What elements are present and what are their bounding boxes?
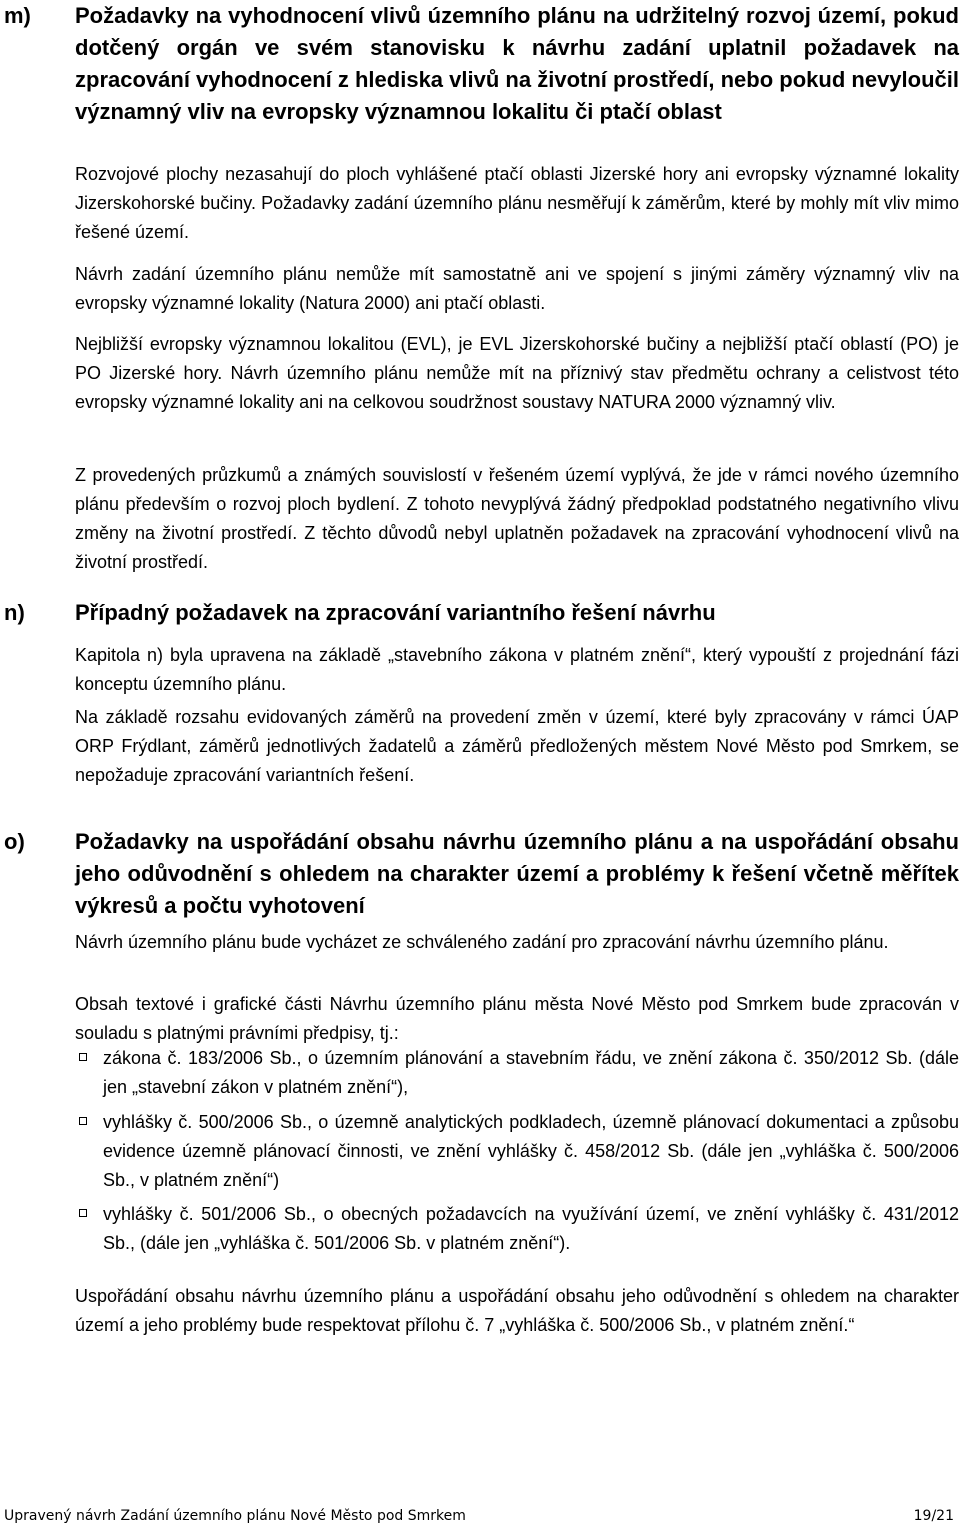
section-m-paragraph-2-wrap xyxy=(75,260,959,318)
section-n-paragraph-1-wrap xyxy=(75,641,959,699)
section-o-heading: Požadavky na uspořádání obsahu návrhu územního plánu a na uspořádání obsahu jeho odůvodnění s ohledem na charakter území a problémy k řešení včetně měřítek výkresů a počtu vyhotovení xyxy=(75,829,959,918)
square-bullet-icon xyxy=(79,1053,87,1061)
section-o-closing-paragraph: Uspořádání obsahu návrhu územního plánu a uspořádání obsahu jeho odůvodnění s ohledem na charakter území a jeho problémy bude respektovat přílohu č. 7 „vyhláška č. 500/2006 Sb., v platném znění.“ xyxy=(75,1286,959,1335)
section-o-letter: o) xyxy=(4,829,25,854)
footer-page-number: 19/21 xyxy=(913,1508,954,1524)
section-n-paragraph-1: Kapitola n) byla upravena na základě „stavebního zákona v platném znění“, který vypouští z projednání fázi konceptu územního plánu. xyxy=(75,645,959,694)
section-o-paragraph-1: Návrh územního plánu bude vycházet ze schváleného zadání pro zpracování návrhu územního plánu. xyxy=(75,932,889,952)
list-item-text: vyhlášky č. 500/2006 Sb., o územně analytických podkladech, územně plánovací dokumentaci a způsobu evidence územně plánovací činnosti, ve znění vyhlášky č. 458/2012 Sb. (dále jen „vyhláška č. 500/2006 Sb., v platném znění“) xyxy=(103,1112,959,1190)
section-n-body xyxy=(75,597,959,629)
section-m-paragraph-3-wrap xyxy=(75,330,959,417)
section-n-paragraph-2: Na základě rozsahu evidovaných záměrů na provedení změn v území, které byly zpracovány v rámci ÚAP ORP Frýdlant, záměrů jednotlivých žadatelů a záměrů předložených městem Nové Město pod Smrkem, se nepožaduje zpracování variantních řešení. xyxy=(75,707,959,785)
section-m-paragraph-4-wrap xyxy=(75,461,959,577)
section-n-heading: Případný požadavek na zpracování variantního řešení návrhu xyxy=(75,600,716,625)
list-item-text: zákona č. 183/2006 Sb., o územním plánování a stavebním řádu, ve znění zákona č. 350/2012 Sb. (dále jen „stavební zákon v platném znění“), xyxy=(103,1048,959,1097)
section-m-paragraph-4: Z provedených průzkumů a známých souvislostí v řešeném území vyplývá, že jde v rámci nového územního plánu především o rozvoj ploch bydlení. Z tohoto nevyplývá žádný předpoklad podstatného negativního vlivu změny na životní prostředí. Z těchto důvodů nebyl uplatněn požadavek na zpracování vyhodnocení vlivů na životní prostředí. xyxy=(75,465,959,572)
list-item xyxy=(75,1044,959,1102)
section-o-closing-wrap xyxy=(75,1282,959,1340)
footer-document-title: Upravený návrh Zadání územního plánu Nové Město pod Smrkem xyxy=(4,1508,466,1524)
square-bullet-icon xyxy=(79,1209,87,1217)
section-m-body xyxy=(75,0,959,128)
section-n-letter: n) xyxy=(4,600,25,625)
section-m-heading: Požadavky na vyhodnocení vlivů územního plánu na udržitelný rozvoj území, pokud dotčený orgán ve svém stanovisku k návrhu zadání uplatnil požadavek na zpracování vyhodnocení z hlediska vlivů na životní prostředí, nebo pokud nevyloučil významný vliv na evropsky významnou lokalitu či ptačí oblast xyxy=(75,3,959,124)
list-item-text: vyhlášky č. 501/2006 Sb., o obecných požadavcích na využívání území, ve znění vyhlášky č. 431/2012 Sb., (dále jen „vyhláška č. 501/2006 Sb. v platném znění“). xyxy=(103,1204,959,1253)
section-m-paragraph-1: Rozvojové plochy nezasahují do ploch vyhlášené ptačí oblasti Jizerské hory ani evropsky významné lokality Jizerskohorské bučiny. Požadavky zadání územního plánu nesměřují k záměrům, které by mohly mít vliv mimo řešené území. xyxy=(75,164,959,242)
section-m-paragraph-1-wrap xyxy=(75,160,959,247)
section-m-letter: m) xyxy=(4,3,31,28)
square-bullet-icon xyxy=(79,1117,87,1125)
list-item xyxy=(75,1200,959,1258)
section-m-paragraph-3: Nejbližší evropsky významnou lokalitou (EVL), je EVL Jizerskohorské bučiny a nejbližší ptačí oblastí (PO) je PO Jizerské hory. Návrh územního plánu nemůže mít na příznivý stav předmětu ochrany a celistvost této evropsky významné lokality ani na celkovou soudržnost soustavy NATURA 2000 významný vliv. xyxy=(75,334,959,412)
section-o-paragraph-2-wrap xyxy=(75,990,959,1048)
section-o-body xyxy=(75,826,959,922)
section-o-paragraph-2: Obsah textové i grafické části Návrhu územního plánu města Nové Město pod Smrkem bude zpracován v souladu s platnými právními předpisy, tj.: xyxy=(75,994,959,1043)
section-o-paragraph-1-wrap xyxy=(75,928,959,957)
section-n-paragraph-2-wrap xyxy=(75,703,959,790)
list-item xyxy=(75,1108,959,1195)
section-m-paragraph-2: Návrh zadání územního plánu nemůže mít samostatně ani ve spojení s jinými záměry významný vliv na evropsky významné lokality (Natura 2000) ani ptačí oblasti. xyxy=(75,264,959,313)
